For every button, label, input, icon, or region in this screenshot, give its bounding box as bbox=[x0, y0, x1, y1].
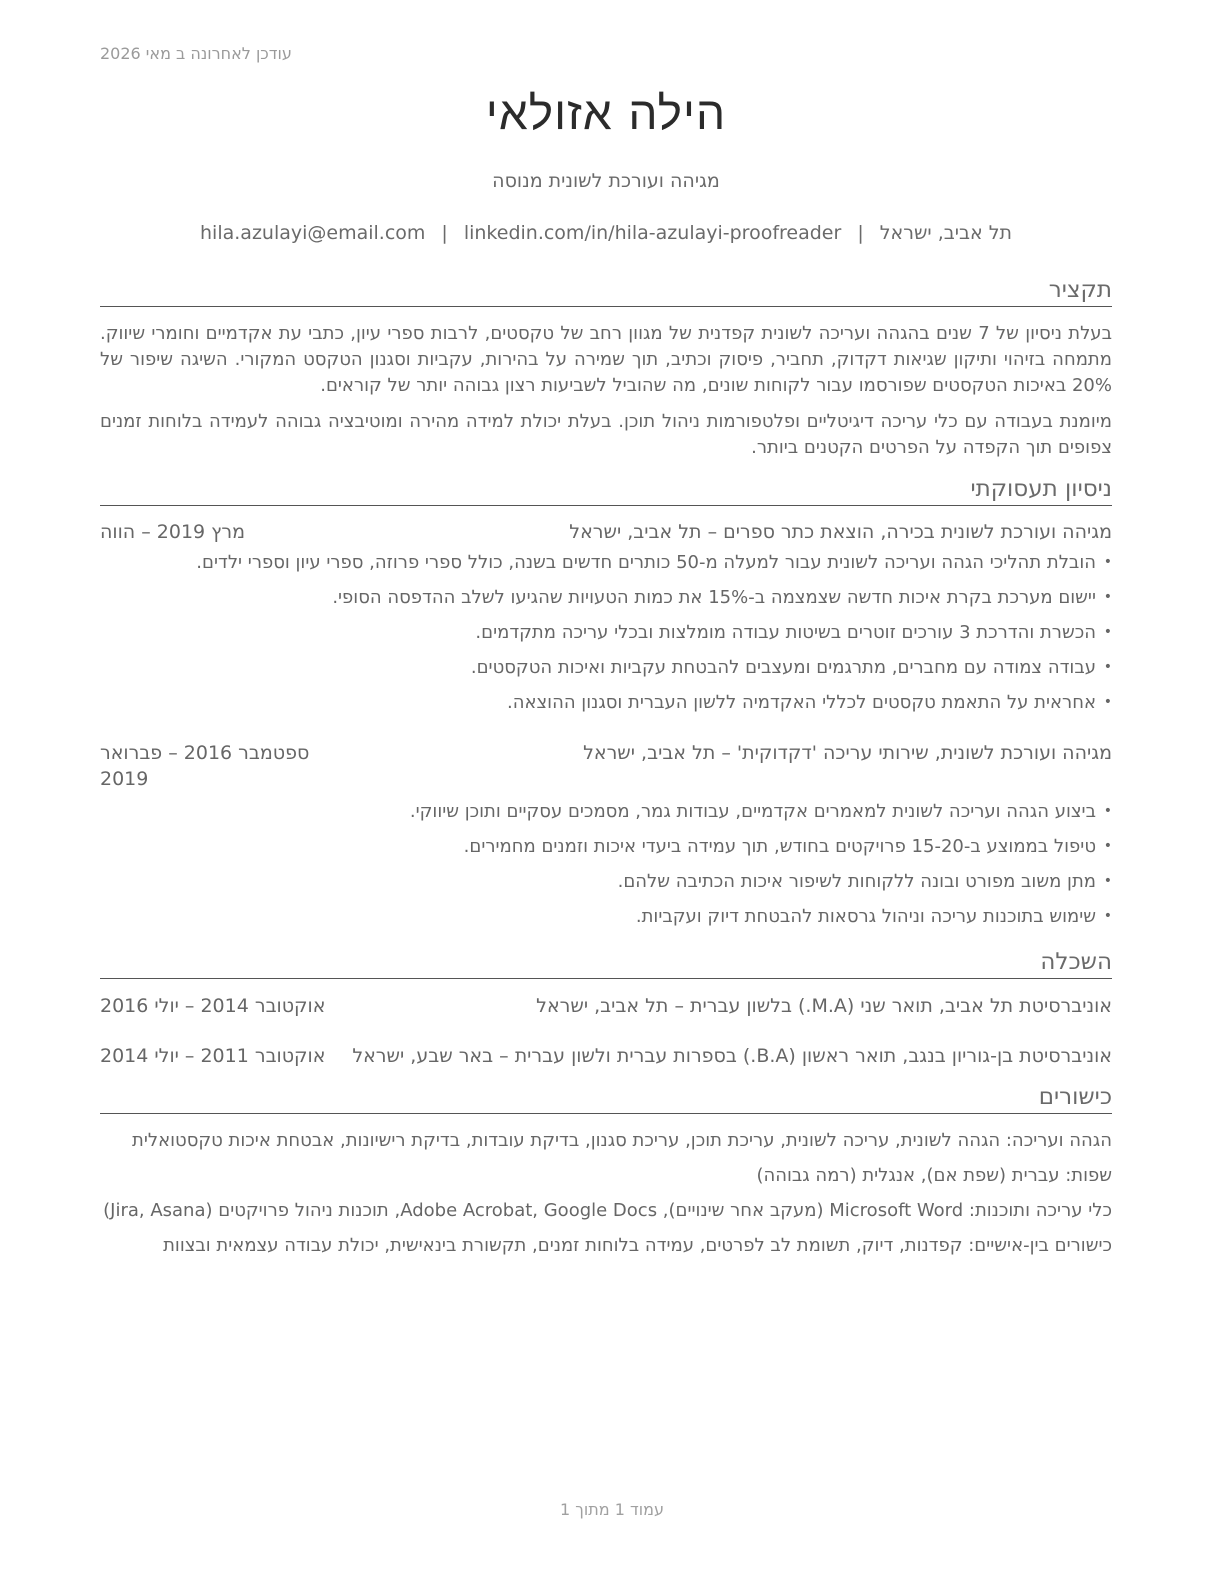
job-bullet: • מתן משוב מפורט ובונה ללקוחות לשיפור איכות הכתיבה שלהם. bbox=[100, 864, 1112, 899]
job-bullet: • הכשרת והדרכת 3 עורכים זוטרים בשיטות עבודה מומלצות ובכלי עריכה מתקדמים. bbox=[100, 615, 1112, 650]
job-role: מגיהה ועורכת לשונית, שירותי עריכה 'דקדוקית' – תל אביב, ישראל bbox=[583, 742, 1112, 764]
skill-line: הגהה ועריכה: הגהה לשונית, עריכה לשונית, עריכת תוכן, עריכת סגנון, בדיקת עובדות, בדיקת רישיונות, אבטחת איכות טקסטואלית bbox=[132, 1130, 1112, 1151]
job-dates: ספטמבר 2016 – פברואר 2019 bbox=[100, 742, 310, 790]
summary-section bbox=[100, 276, 1112, 461]
job-bullet: • טיפול בממוצע ב-15-20 פרויקטים בחודש, תוך עמידה ביעדי איכות וזמנים מחמירים. bbox=[100, 829, 1112, 864]
job-bullet: • יישום מערכת בקרת איכות חדשה שצמצמה ב-15% את כמות הטעויות שהגיעו לשלב ההדפסה הסופי. bbox=[100, 580, 1112, 615]
education-degree: אוניברסיטת תל אביב, תואר שני (M.A.) בלשון עברית – תל אביב, ישראל bbox=[536, 995, 1112, 1017]
education-section bbox=[100, 948, 1112, 1069]
education-entry bbox=[100, 1043, 1112, 1069]
last-updated: עודכן לאחרונה ב מאי 2026 bbox=[100, 44, 292, 63]
job-entry bbox=[100, 740, 1112, 934]
job-role: מגיהה ועורכת לשונית בכירה, הוצאת כתר ספרים – תל אביב, ישראל bbox=[569, 521, 1112, 543]
contact-separator: | bbox=[857, 222, 864, 244]
job-bullets bbox=[100, 794, 1112, 934]
job-bullet: • ביצוע הגהה ועריכה לשונית למאמרים אקדמיים, עבודות גמר, מסמכים עסקיים ותוכן שיווקי. bbox=[100, 794, 1112, 829]
job-entry bbox=[100, 519, 1112, 720]
job-dates: מרץ 2019 – הווה bbox=[100, 521, 246, 543]
candidate-name: הילה אזולאי bbox=[485, 86, 727, 140]
education-degree: אוניברסיטת בן-גוריון בנגב, תואר ראשון (B.A.) בספרות עברית ולשון עברית – באר שבע, ישראל bbox=[352, 1045, 1112, 1067]
experience-title: ניסיון תעסוקתי bbox=[100, 475, 1112, 506]
contact-line bbox=[100, 222, 1112, 244]
education-entry bbox=[100, 993, 1112, 1019]
education-title: השכלה bbox=[100, 948, 1112, 979]
skills-title: כישורים bbox=[100, 1083, 1112, 1114]
skills-section bbox=[100, 1083, 1112, 1263]
skill-line: שפות: עברית (שפת אם), אנגלית (רמה גבוהה) bbox=[756, 1165, 1112, 1186]
contact-email[interactable]: hila.azulayi@email.com bbox=[200, 222, 426, 244]
job-bullets bbox=[100, 545, 1112, 720]
page-number: עמוד 1 מתוך 1 bbox=[560, 1500, 664, 1519]
skill-line: כישורים בין-אישיים: קפדנות, דיוק, תשומת לב לפרטים, עמידה בלוחות זמנים, תקשורת בינאישית, יכולת עבודה עצמאית ובצוות bbox=[163, 1235, 1112, 1256]
experience-section bbox=[100, 475, 1112, 934]
job-bullet: • הובלת תהליכי הגהה ועריכה לשונית עבור למעלה מ-50 כותרים חדשים בשנה, כולל ספרי פרוזה, ספרי עיון וספרי ילדים. bbox=[100, 545, 1112, 580]
candidate-subtitle: מגיהה ועורכת לשונית מנוסה bbox=[492, 170, 720, 192]
skill-line: כלי עריכה ותוכנות: Microsoft Word (מעקב אחר שינויים), Adobe Acrobat, Google Docs, תוכנות ניהול פרויקטים (Jira, Asana) bbox=[103, 1200, 1112, 1221]
contact-linkedin[interactable]: linkedin.com/in/hila-azulayi-proofreader bbox=[463, 222, 842, 244]
skills-list bbox=[100, 1123, 1112, 1263]
education-dates: אוקטובר 2011 – יולי 2014 bbox=[100, 1045, 326, 1067]
job-bullet: • אחראית על התאמת טקסטים לכללי האקדמיה ללשון העברית וסגנון ההוצאה. bbox=[100, 685, 1112, 720]
summary-paragraph: בעלת ניסיון של 7 שנים בהגהה ועריכה לשונית קפדנית של מגוון רחב של טקסטים, לרבות ספרי עיון, כתבי עת אקדמיים וחומרי שיווק. מתמחה בזיהוי ותיקון שגיאות דקדוק, תחביר, פיסוק וכתיב, תוך שמירה על בהירות, עקביות וסגנון הטקסט המקורי. השיגה שיפור של 20% באיכות הטקסטים שפורסמו עבור לקוחות שונים, מה שהוביל לשביעות רצון גבוהה יותר של קוראים. bbox=[100, 323, 1112, 396]
summary-paragraph: מיומנת בעבודה עם כלי עריכה דיגיטליים ופלטפורמות ניהול תוכן. בעלת יכולת למידה מהירה ומוטיבציה גבוהה לעמידה בלוחות זמנים צפופים תוך הקפדה על הפרטים הקטנים ביותר. bbox=[100, 411, 1112, 458]
contact-location: תל אביב, ישראל bbox=[879, 222, 1012, 244]
contact-separator: | bbox=[441, 222, 448, 244]
job-bullet: • עבודה צמודה עם מחברים, מתרגמים ומעצבים להבטחת עקביות ואיכות הטקסטים. bbox=[100, 650, 1112, 685]
summary-title: תקציר bbox=[100, 276, 1112, 307]
education-dates: אוקטובר 2014 – יולי 2016 bbox=[100, 995, 326, 1017]
job-bullet: • שימוש בתוכנות עריכה וניהול גרסאות להבטחת דיוק ועקביות. bbox=[100, 899, 1112, 934]
